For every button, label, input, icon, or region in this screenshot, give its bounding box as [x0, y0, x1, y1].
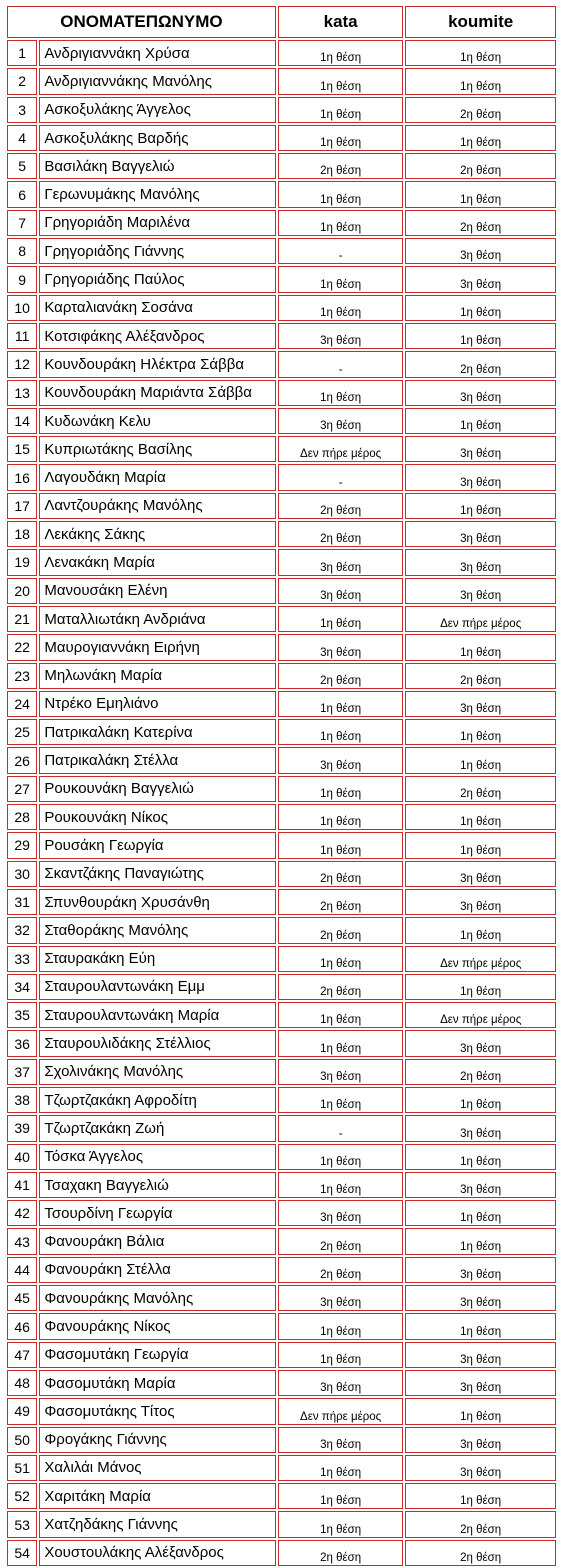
- kumite-result: 3η θέση: [405, 861, 556, 887]
- kata-result: 2η θέση: [278, 889, 403, 915]
- kumite-result: 3η θέση: [405, 1370, 556, 1396]
- athlete-name: Σπυνθουράκη Χρυσάνθη: [39, 889, 276, 915]
- row-number: 4: [7, 125, 37, 151]
- table-row: [7, 1370, 556, 1396]
- row-number: 37: [7, 1059, 37, 1085]
- athlete-name: Χατζηδάκης Γιάννης: [39, 1511, 276, 1537]
- athlete-name: Γρηγοριάδης Παύλος: [39, 266, 276, 292]
- kata-result: 1η θέση: [278, 776, 403, 802]
- name-column-header: ΟΝΟΜΑΤΕΠΩΝΥΜΟ: [7, 6, 276, 38]
- kumite-result: 3η θέση: [405, 1342, 556, 1368]
- row-number: 8: [7, 238, 37, 264]
- table-row: [7, 1002, 556, 1028]
- kumite-result: 3η θέση: [405, 889, 556, 915]
- kumite-result: 2η θέση: [405, 1059, 556, 1085]
- row-number: 22: [7, 634, 37, 660]
- kata-result: 1η θέση: [278, 832, 403, 858]
- kumite-result: 3η θέση: [405, 578, 556, 604]
- table-row: [7, 1228, 556, 1254]
- athlete-name: Ρουκουνάκη Βαγγελιώ: [39, 776, 276, 802]
- kumite-result: 1η θέση: [405, 295, 556, 321]
- athlete-name: Σταυρακάκη Εύη: [39, 946, 276, 972]
- table-row: [7, 804, 556, 830]
- row-number: 2: [7, 68, 37, 94]
- table-row: [7, 747, 556, 773]
- athlete-name: Γρηγοριάδη Μαριλένα: [39, 210, 276, 236]
- athlete-name: Τσουρδίνη Γεωργία: [39, 1200, 276, 1226]
- table-row: [7, 210, 556, 236]
- table-row: [7, 40, 556, 66]
- table-row: [7, 97, 556, 123]
- kumite-result: 2η θέση: [405, 776, 556, 802]
- table-row: [7, 549, 556, 575]
- table-row: [7, 974, 556, 1000]
- row-number: 7: [7, 210, 37, 236]
- results-body: [7, 40, 556, 1566]
- kata-result: 3η θέση: [278, 549, 403, 575]
- table-row: [7, 861, 556, 887]
- row-number: 30: [7, 861, 37, 887]
- kata-result: 3η θέση: [278, 578, 403, 604]
- table-row: [7, 1511, 556, 1537]
- kumite-result: 3η θέση: [405, 691, 556, 717]
- kumite-result: 2η θέση: [405, 1540, 556, 1566]
- athlete-name: Λαγουδάκη Μαρία: [39, 464, 276, 490]
- athlete-name: Τσαχακη Βαγγελιώ: [39, 1172, 276, 1198]
- table-row: [7, 1398, 556, 1424]
- kata-result: 1η θέση: [278, 125, 403, 151]
- row-number: 21: [7, 606, 37, 632]
- kata-result: Δεν πήρε μέρος: [278, 1398, 403, 1424]
- row-number: 34: [7, 974, 37, 1000]
- kumite-result: 1η θέση: [405, 719, 556, 745]
- kata-result: 3η θέση: [278, 1200, 403, 1226]
- kata-result: 1η θέση: [278, 266, 403, 292]
- row-number: 17: [7, 493, 37, 519]
- kata-result: 1η θέση: [278, 1455, 403, 1481]
- kumite-result: 1η θέση: [405, 68, 556, 94]
- kata-result: 1η θέση: [278, 719, 403, 745]
- athlete-name: Ματαλλιωτάκη Ανδριάνα: [39, 606, 276, 632]
- table-row: [7, 578, 556, 604]
- kata-result: 2η θέση: [278, 521, 403, 547]
- row-number: 23: [7, 663, 37, 689]
- athlete-name: Φανουράκης Μανόλης: [39, 1285, 276, 1311]
- table-row: [7, 1115, 556, 1141]
- row-number: 50: [7, 1427, 37, 1453]
- table-row: [7, 266, 556, 292]
- row-number: 32: [7, 917, 37, 943]
- table-row: [7, 1455, 556, 1481]
- kumite-result: 1η θέση: [405, 917, 556, 943]
- row-number: 42: [7, 1200, 37, 1226]
- kata-result: 3η θέση: [278, 1059, 403, 1085]
- row-number: 40: [7, 1144, 37, 1170]
- athlete-name: Γερωνυμάκης Μανόλης: [39, 181, 276, 207]
- row-number: 45: [7, 1285, 37, 1311]
- table-row: [7, 436, 556, 462]
- row-number: 14: [7, 408, 37, 434]
- kumite-result: 1η θέση: [405, 1087, 556, 1113]
- row-number: 6: [7, 181, 37, 207]
- kata-result: 2η θέση: [278, 1228, 403, 1254]
- row-number: 12: [7, 351, 37, 377]
- table-row: [7, 351, 556, 377]
- kumite-result: Δεν πήρε μέρος: [405, 1002, 556, 1028]
- athlete-name: Σταυρουλιδάκης Στέλλιος: [39, 1030, 276, 1056]
- kata-result: 3η θέση: [278, 1285, 403, 1311]
- row-number: 51: [7, 1455, 37, 1481]
- table-row: [7, 719, 556, 745]
- kumite-result: 1η θέση: [405, 125, 556, 151]
- row-number: 41: [7, 1172, 37, 1198]
- athlete-name: Λαντζουράκης Μανόλης: [39, 493, 276, 519]
- table-row: [7, 493, 556, 519]
- kumite-result: 1η θέση: [405, 1398, 556, 1424]
- athlete-name: Μανουσάκη Ελένη: [39, 578, 276, 604]
- table-row: [7, 832, 556, 858]
- row-number: 20: [7, 578, 37, 604]
- table-row: [7, 323, 556, 349]
- athlete-name: Καρταλιανάκη Σοσάνα: [39, 295, 276, 321]
- row-number: 19: [7, 549, 37, 575]
- row-number: 3: [7, 97, 37, 123]
- kata-result: 1η θέση: [278, 181, 403, 207]
- athlete-name: Φανουράκη Βάλια: [39, 1228, 276, 1254]
- athlete-name: Σταυρουλαντωνάκη Εμμ: [39, 974, 276, 1000]
- kumite-result: 3η θέση: [405, 549, 556, 575]
- athlete-name: Τζωρτζακάκη Ζωή: [39, 1115, 276, 1141]
- athlete-name: Φρογάκης Γιάννης: [39, 1427, 276, 1453]
- kumite-result: 3η θέση: [405, 1455, 556, 1481]
- row-number: 46: [7, 1313, 37, 1339]
- kata-result: 1η θέση: [278, 1483, 403, 1509]
- kata-result: -: [278, 351, 403, 377]
- row-number: 11: [7, 323, 37, 349]
- kumite-result: 3η θέση: [405, 1257, 556, 1283]
- row-number: 53: [7, 1511, 37, 1537]
- kata-result: 1η θέση: [278, 946, 403, 972]
- row-number: 33: [7, 946, 37, 972]
- kumite-result: 3η θέση: [405, 436, 556, 462]
- athlete-name: Κυδωνάκη Κελυ: [39, 408, 276, 434]
- athlete-name: Τόσκα Άγγελος: [39, 1144, 276, 1170]
- athlete-name: Ρουκουνάκη Νίκος: [39, 804, 276, 830]
- athlete-name: Γρηγοριάδης Γιάννης: [39, 238, 276, 264]
- kata-result: 2η θέση: [278, 1257, 403, 1283]
- athlete-name: Ρουσάκη Γεωργία: [39, 832, 276, 858]
- kata-result: 3η θέση: [278, 634, 403, 660]
- kumite-result: 1η θέση: [405, 1228, 556, 1254]
- athlete-name: Ανδριγιαννάκη Χρύσα: [39, 40, 276, 66]
- row-number: 26: [7, 747, 37, 773]
- row-number: 27: [7, 776, 37, 802]
- kata-column-header: kata: [278, 6, 403, 38]
- table-row: [7, 153, 556, 179]
- kata-result: 3η θέση: [278, 747, 403, 773]
- kumite-result: 1η θέση: [405, 408, 556, 434]
- table-row: [7, 606, 556, 632]
- row-number: 48: [7, 1370, 37, 1396]
- kata-result: 3η θέση: [278, 1370, 403, 1396]
- kata-result: -: [278, 1115, 403, 1141]
- kumite-result: 3η θέση: [405, 1172, 556, 1198]
- row-number: 36: [7, 1030, 37, 1056]
- row-number: 31: [7, 889, 37, 915]
- table-row: [7, 380, 556, 406]
- table-row: [7, 1285, 556, 1311]
- row-number: 15: [7, 436, 37, 462]
- kumite-result: 1η θέση: [405, 1200, 556, 1226]
- kumite-result: Δεν πήρε μέρος: [405, 606, 556, 632]
- athlete-name: Φασομυτάκη Γεωργία: [39, 1342, 276, 1368]
- row-number: 39: [7, 1115, 37, 1141]
- athlete-name: Φανουράκη Στέλλα: [39, 1257, 276, 1283]
- athlete-name: Ντρέκο Εμηλιάνο: [39, 691, 276, 717]
- kumite-result: 2η θέση: [405, 153, 556, 179]
- athlete-name: Σταθοράκης Μανόλης: [39, 917, 276, 943]
- table-row: [7, 1200, 556, 1226]
- athlete-name: Σκαντζάκης Παναγιώτης: [39, 861, 276, 887]
- kumite-result: 1η θέση: [405, 634, 556, 660]
- kata-result: 2η θέση: [278, 1540, 403, 1566]
- kumite-result: 2η θέση: [405, 351, 556, 377]
- kumite-result: 2η θέση: [405, 97, 556, 123]
- kata-result: Δεν πήρε μέρος: [278, 436, 403, 462]
- kata-result: 3η θέση: [278, 408, 403, 434]
- table-row: [7, 464, 556, 490]
- kumite-result: 1η θέση: [405, 1483, 556, 1509]
- kata-result: 1η θέση: [278, 40, 403, 66]
- kumite-result: 3η θέση: [405, 1030, 556, 1056]
- kata-result: 1η θέση: [278, 804, 403, 830]
- kata-result: 2η θέση: [278, 493, 403, 519]
- kumite-result: 3η θέση: [405, 521, 556, 547]
- kata-result: 1η θέση: [278, 1342, 403, 1368]
- kumite-result: 1η θέση: [405, 747, 556, 773]
- kumite-result: Δεν πήρε μέρος: [405, 946, 556, 972]
- table-row: [7, 1483, 556, 1509]
- row-number: 38: [7, 1087, 37, 1113]
- row-number: 5: [7, 153, 37, 179]
- kumite-result: 1η θέση: [405, 40, 556, 66]
- kata-result: 1η θέση: [278, 1144, 403, 1170]
- kumite-result: 3η θέση: [405, 1285, 556, 1311]
- kata-result: 1η θέση: [278, 1313, 403, 1339]
- table-row: [7, 1087, 556, 1113]
- row-number: 29: [7, 832, 37, 858]
- athlete-name: Κοτσιφάκης Αλέξανδρος: [39, 323, 276, 349]
- kumite-result: 3η θέση: [405, 238, 556, 264]
- athlete-name: Κυπριωτάκης Βασίλης: [39, 436, 276, 462]
- athlete-name: Μηλωνάκη Μαρία: [39, 663, 276, 689]
- kumite-result: 1η θέση: [405, 181, 556, 207]
- row-number: 44: [7, 1257, 37, 1283]
- row-number: 25: [7, 719, 37, 745]
- kata-result: 1η θέση: [278, 691, 403, 717]
- table-row: [7, 776, 556, 802]
- athlete-name: Μαυρογιαννάκη Ειρήνη: [39, 634, 276, 660]
- athlete-name: Σταυρουλαντωνάκη Μαρία: [39, 1002, 276, 1028]
- row-number: 10: [7, 295, 37, 321]
- table-row: [7, 917, 556, 943]
- table-row: [7, 691, 556, 717]
- kumite-result: 1η θέση: [405, 974, 556, 1000]
- athlete-name: Χουστουλάκης Αλέξανδρος: [39, 1540, 276, 1566]
- kata-result: 1η θέση: [278, 1087, 403, 1113]
- kata-result: 1η θέση: [278, 210, 403, 236]
- row-number: 18: [7, 521, 37, 547]
- kata-result: 1η θέση: [278, 1511, 403, 1537]
- athlete-name: Πατρικαλάκη Κατερίνα: [39, 719, 276, 745]
- kumite-result: 3η θέση: [405, 1427, 556, 1453]
- table-row: [7, 663, 556, 689]
- table-row: [7, 1144, 556, 1170]
- kata-result: 1η θέση: [278, 295, 403, 321]
- kumite-result: 1η θέση: [405, 1313, 556, 1339]
- table-row: [7, 521, 556, 547]
- kata-result: 2η θέση: [278, 153, 403, 179]
- kata-result: 3η θέση: [278, 323, 403, 349]
- results-table: [5, 4, 558, 1568]
- kumite-result: 1η θέση: [405, 493, 556, 519]
- table-row: [7, 125, 556, 151]
- row-number: 1: [7, 40, 37, 66]
- kata-result: 3η θέση: [278, 1427, 403, 1453]
- kata-result: 2η θέση: [278, 917, 403, 943]
- kumite-result: 3η θέση: [405, 266, 556, 292]
- athlete-name: Κουνδουράκη Ηλέκτρα Σάββα: [39, 351, 276, 377]
- athlete-name: Φασομυτάκη Μαρία: [39, 1370, 276, 1396]
- athlete-name: Τζωρτζακάκη Αφροδίτη: [39, 1087, 276, 1113]
- kata-result: 1η θέση: [278, 380, 403, 406]
- kumite-column-header: koumite: [405, 6, 556, 38]
- table-row: [7, 295, 556, 321]
- athlete-name: Ασκοξυλάκης Άγγελος: [39, 97, 276, 123]
- kumite-result: 1η θέση: [405, 832, 556, 858]
- kumite-result: 2η θέση: [405, 1511, 556, 1537]
- kata-result: 1η θέση: [278, 1002, 403, 1028]
- athlete-name: Ανδριγιαννάκης Μανόλης: [39, 68, 276, 94]
- table-row: [7, 889, 556, 915]
- row-number: 49: [7, 1398, 37, 1424]
- table-row: [7, 946, 556, 972]
- athlete-name: Βασιλάκη Βαγγελιώ: [39, 153, 276, 179]
- athlete-name: Χαριτάκη Μαρία: [39, 1483, 276, 1509]
- kata-result: -: [278, 464, 403, 490]
- row-number: 13: [7, 380, 37, 406]
- table-row: [7, 1427, 556, 1453]
- athlete-name: Πατρικαλάκη Στέλλα: [39, 747, 276, 773]
- table-row: [7, 634, 556, 660]
- kata-result: 1η θέση: [278, 68, 403, 94]
- row-number: 52: [7, 1483, 37, 1509]
- kata-result: 2η θέση: [278, 974, 403, 1000]
- row-number: 9: [7, 266, 37, 292]
- kumite-result: 2η θέση: [405, 663, 556, 689]
- row-number: 24: [7, 691, 37, 717]
- kata-result: 1η θέση: [278, 97, 403, 123]
- table-row: [7, 1030, 556, 1056]
- header-row: [7, 6, 556, 38]
- table-row: [7, 1257, 556, 1283]
- row-number: 28: [7, 804, 37, 830]
- kata-result: -: [278, 238, 403, 264]
- kumite-result: 1η θέση: [405, 1144, 556, 1170]
- kumite-result: 3η θέση: [405, 464, 556, 490]
- kumite-result: 2η θέση: [405, 210, 556, 236]
- kumite-result: 1η θέση: [405, 323, 556, 349]
- kata-result: 1η θέση: [278, 606, 403, 632]
- table-row: [7, 1540, 556, 1566]
- row-number: 47: [7, 1342, 37, 1368]
- athlete-name: Σχολινάκης Μανόλης: [39, 1059, 276, 1085]
- row-number: 35: [7, 1002, 37, 1028]
- kumite-result: 3η θέση: [405, 380, 556, 406]
- table-row: [7, 238, 556, 264]
- row-number: 54: [7, 1540, 37, 1566]
- athlete-name: Λεκάκης Σάκης: [39, 521, 276, 547]
- table-row: [7, 1342, 556, 1368]
- table-row: [7, 181, 556, 207]
- athlete-name: Ασκοξυλάκης Βαρδής: [39, 125, 276, 151]
- athlete-name: Λενακάκη Μαρία: [39, 549, 276, 575]
- table-row: [7, 1172, 556, 1198]
- table-row: [7, 1313, 556, 1339]
- athlete-name: Φανουράκης Νίκος: [39, 1313, 276, 1339]
- athlete-name: Κουνδουράκη Μαριάντα Σάββα: [39, 380, 276, 406]
- row-number: 16: [7, 464, 37, 490]
- athlete-name: Χαλιλάι Μάνος: [39, 1455, 276, 1481]
- row-number: 43: [7, 1228, 37, 1254]
- table-row: [7, 1059, 556, 1085]
- athlete-name: Φασομυτάκης Τίτος: [39, 1398, 276, 1424]
- kata-result: 2η θέση: [278, 861, 403, 887]
- kumite-result: 1η θέση: [405, 804, 556, 830]
- kata-result: 2η θέση: [278, 663, 403, 689]
- table-row: [7, 408, 556, 434]
- table-row: [7, 68, 556, 94]
- kata-result: 1η θέση: [278, 1030, 403, 1056]
- kumite-result: 3η θέση: [405, 1115, 556, 1141]
- kata-result: 1η θέση: [278, 1172, 403, 1198]
